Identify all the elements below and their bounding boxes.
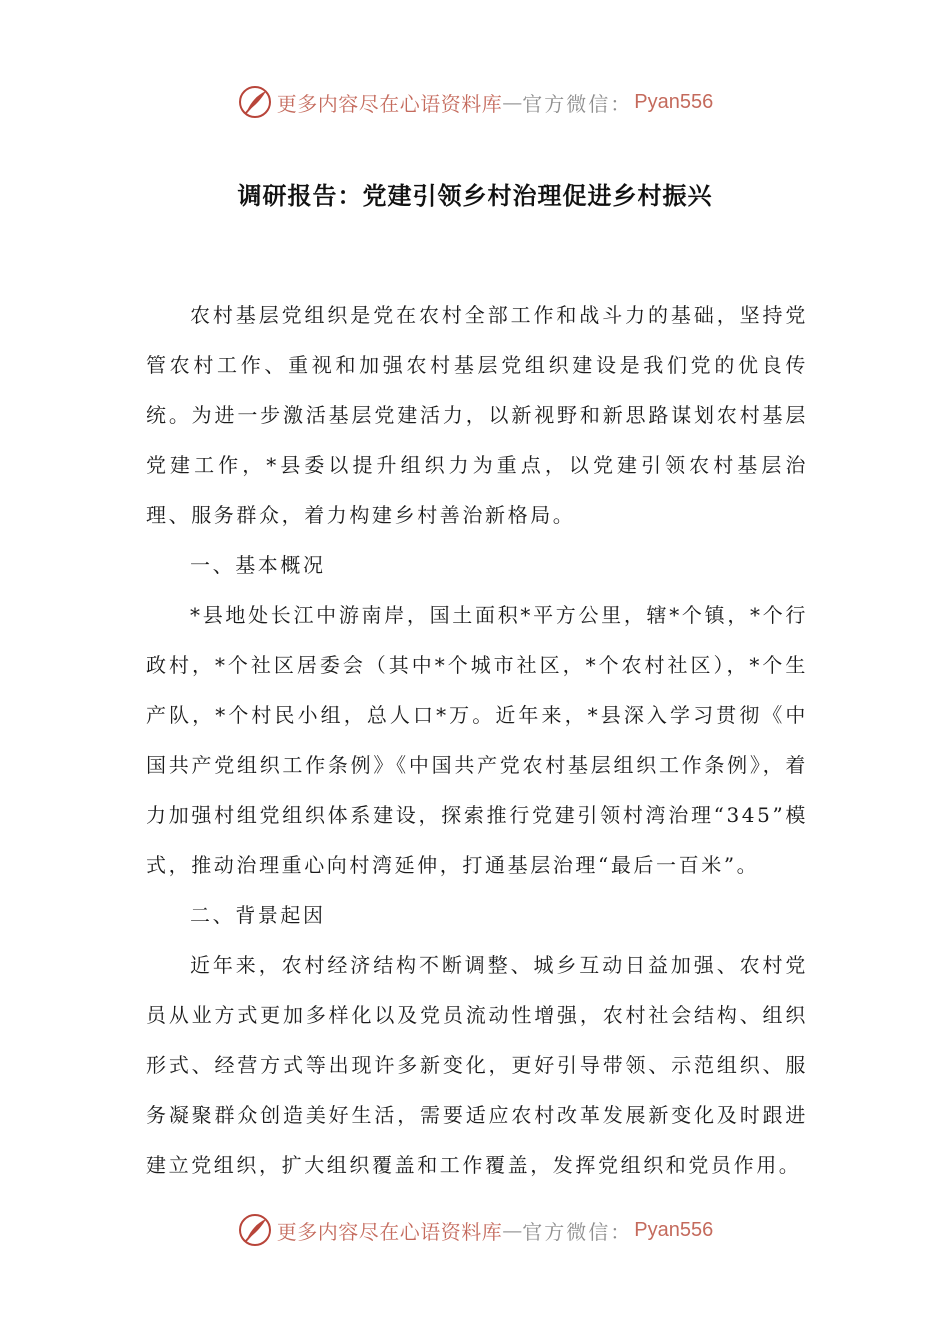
watermark-dash: —: [502, 90, 523, 114]
quill-logo-icon: [237, 84, 273, 120]
paragraph-overview: *县地处长江中游南岸，国土面积*平方公里，辖*个镇，*个行政村，*个社区居委会（其中*个城市社区，*个农村社区），*个生产队，*个村民小组，总人口*万。近年来，*县深入学习贯彻《中国共产党组织工作条例》《中国共产党农村基层组织工作条例》，着力加强村组党组织体系建设，探索推行党建引领村湾治理“345”模式，推动治理重心向村湾延伸，打通基层治理“最后一百米”。: [146, 603, 808, 877]
watermark-official-label: 官方微信：: [522, 91, 633, 116]
footer-watermark: [0, 1210, 950, 1250]
paragraph-intro: 农村基层党组织是党在农村全部工作和战斗力的基础，坚持党管农村工作、重视和加强农村基层党组织建设是我们党的优良传统。为进一步激活基层党建活力，以新视野和新思路谋划农村基层党建工作，*县委以提升组织力为重点，以党建引领农村基层治理、服务群众，着力构建乡村善治新格局。: [146, 303, 808, 527]
watermark-wechat-id: Pyan556: [634, 1218, 714, 1241]
document-body: [146, 290, 808, 1190]
watermark-dash: —: [502, 1218, 523, 1242]
watermark-text: 更多内容尽在心语资料库: [276, 1219, 503, 1244]
header-watermark: [0, 82, 950, 122]
paragraph-background: 近年来，农村经济结构不断调整、城乡互动日益加强、农村党员从业方式更加多样化以及党员流动性增强，农村社会结构、组织形式、经营方式等出现许多新变化，更好引导带领、示范组织、服务凝聚群众创造美好生活，需要适应农村改革发展新变化及时跟进建立党组织，扩大组织覆盖和工作覆盖，发挥党组织和党员作用。: [146, 953, 808, 1177]
watermark-text: 更多内容尽在心语资料库: [276, 91, 503, 116]
watermark-official-label: 官方微信：: [522, 1219, 633, 1244]
section-heading-1: 一、基本概况: [190, 553, 326, 577]
document-title: 调研报告：党建引领乡村治理促进乡村振兴: [237, 182, 713, 210]
section-heading-2: 二、背景起因: [190, 903, 326, 927]
quill-logo-icon: [237, 1212, 273, 1248]
watermark-wechat-id: Pyan556: [634, 90, 714, 113]
